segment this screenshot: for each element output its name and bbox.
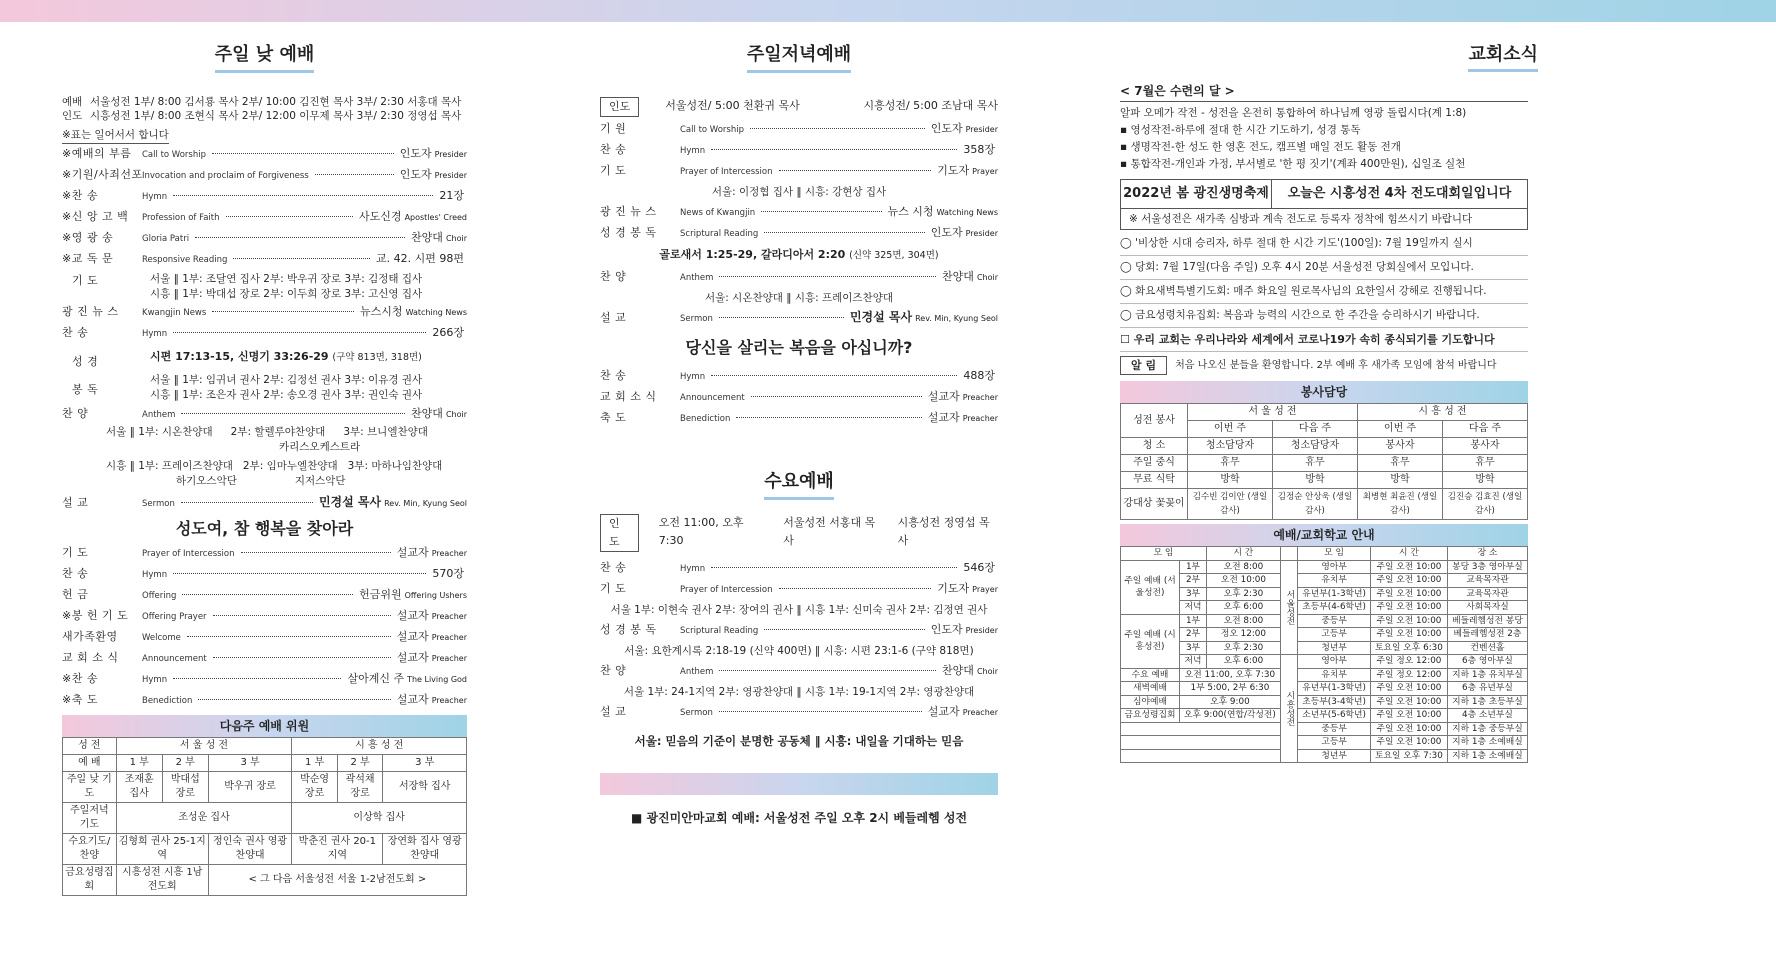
order-item-person: 인도자 Presider bbox=[399, 168, 467, 181]
mongolia-service-note: ■ 광진미안마교회 예배: 서울성전 주일 오후 2시 베들레헴 성전 bbox=[630, 811, 968, 825]
order-item bbox=[600, 408, 998, 429]
order-item-label: ※축 도 bbox=[62, 693, 98, 706]
stand-note: ※표는 일어서서 합니다 bbox=[62, 128, 169, 144]
order-item bbox=[600, 387, 998, 408]
order-item-person: 358장 bbox=[963, 143, 995, 156]
order-item bbox=[600, 366, 998, 387]
order-item-label: 찬 송 bbox=[600, 561, 627, 574]
evening-sermon-title: 당신을 살리는 복음을 아십니까? bbox=[685, 338, 913, 357]
order-item-person: 488장 bbox=[963, 369, 995, 382]
dotted-leader bbox=[195, 237, 405, 238]
order-item bbox=[600, 119, 998, 140]
order-item-person: 교. 42. 시편 98편 bbox=[376, 252, 464, 265]
wednesday-sermon-titles: 서울: 믿음의 기준이 분명한 공동체 ‖ 시흥: 내일을 기대하는 믿음 bbox=[634, 734, 964, 748]
table-row: 저녁 오후 6:00 초등부(4-6학년) 주일 오전 10:00 사회목자실 bbox=[1121, 601, 1528, 615]
month-theme: < 7월은 수련의 달 > bbox=[1120, 82, 1528, 102]
order-item-english: Anthem bbox=[680, 667, 714, 677]
order-item-label: 광 진 뉴 스 bbox=[62, 305, 119, 318]
order-item-english: Hymn bbox=[680, 146, 706, 156]
dotted-leader bbox=[750, 128, 925, 129]
order-item-english: Call to Worship bbox=[142, 150, 206, 160]
table-row: 2부 정오 12:00 고등부 주일 오전 10:00 베들레헴성전 2층 bbox=[1121, 628, 1528, 642]
order-item bbox=[600, 223, 998, 244]
table-row: 무료 식탁 방학 방학 방학 방학 bbox=[1121, 472, 1528, 489]
dotted-leader bbox=[181, 413, 405, 414]
order-item-english: Hymn bbox=[142, 675, 168, 685]
order-item-person: 266장 bbox=[432, 326, 464, 339]
table-row: 수요 예배 오전 11:00, 오후 7:30 유치부 주일 정오 12:00 지하 1층 유치부실 bbox=[1121, 668, 1528, 682]
order-list bbox=[62, 302, 467, 344]
dotted-leader bbox=[719, 276, 936, 277]
order-list bbox=[62, 493, 467, 514]
order-item-label: 설 교 bbox=[600, 311, 627, 324]
dotted-leader bbox=[751, 396, 922, 397]
sunday-day-title: 주일 낮 예배 bbox=[62, 40, 467, 73]
order-item-person: 찬양대 Choir bbox=[411, 407, 467, 420]
order-item-label: ※예배의 부름 bbox=[62, 147, 132, 160]
order-item-label: 기 도 bbox=[600, 164, 627, 177]
order-item-person: 인도자 Presider bbox=[399, 147, 467, 160]
order-item-english: Prayer of Intercession bbox=[680, 585, 773, 595]
order-item-english: Sermon bbox=[680, 708, 713, 718]
order-item bbox=[62, 493, 467, 514]
order-item bbox=[600, 661, 998, 682]
order-item-label: 교 회 소 식 bbox=[600, 390, 657, 403]
table-row: 3부 오후 2:30 청년부 토요일 오후 6:30 컨벤션홀 bbox=[1121, 641, 1528, 655]
order-item-english: Anthem bbox=[142, 410, 176, 420]
order-item-label: ※봉 헌 기 도 bbox=[62, 609, 129, 622]
dotted-leader bbox=[779, 588, 932, 589]
dotted-leader bbox=[719, 317, 844, 318]
dotted-leader bbox=[173, 332, 426, 333]
order-item-label: ※찬 송 bbox=[62, 189, 98, 202]
order-item-person: 찬양대 Choir bbox=[942, 664, 998, 677]
order-item-person: 설교자 Preacher bbox=[396, 630, 467, 643]
order-item-label: 기 도 bbox=[600, 582, 627, 595]
order-item-person: 설교자 Preacher bbox=[396, 609, 467, 622]
church-news-title: 교회소식 bbox=[1120, 40, 1538, 66]
order-item-english: Sermon bbox=[680, 314, 713, 324]
order-item bbox=[600, 620, 998, 641]
dotted-leader bbox=[198, 699, 390, 700]
order-list bbox=[600, 620, 998, 641]
dotted-leader bbox=[315, 174, 394, 175]
order-item bbox=[600, 267, 998, 288]
order-item bbox=[600, 308, 998, 329]
order-item-person: 찬양대 Choir bbox=[942, 270, 998, 283]
order-item-label: 헌 금 bbox=[62, 588, 89, 601]
table-row: 3부 오후 2:30 유년부(1-3학년) 주일 오전 10:00 교육목자관 bbox=[1121, 587, 1528, 601]
order-item-person: 설교자 Preacher bbox=[396, 546, 467, 559]
order-item bbox=[62, 564, 467, 585]
order-item bbox=[600, 202, 998, 223]
guide-table: 모 임 시 간 모 임 시 간 장 소 주일 예배 (서울성전) 1부 오전 8:00 서울성전 영아부 주일 오전 10:00 봉당 3층 영아부실 2부 오전 10:00 유치부 주일 오전 10:00 교육목자관 3부 오후 2:30 유년부(1-3학년) 주일 오전 10:00 교육목자관 저녁 오후 6:00 초등부(4-6학년) 주일 오전 10:00 사회목자실 주일 예배 (시흥성전) 1부 오전 8:00 중등부 주일 오전 10:00 베들레헴성전 봉당 2부 정오 12:00 고등부 주일 오전 10:00 베들레헴성전 2층 3부 오후 2:30 청년부 토요일 오후 6:30 컨벤션홀 저녁 오후 6:00 시흥성전 영아부 주일 정오 12:00 6층 영아부실 수요 예배 오전 11:00, 오후 7:30 유치부 주일 정오 12:00 지하 1층 유치부실 새벽예배 1부 5:00, 2부 6:30 유년부(1-3학년) 주일 오전 10:00 6층 유년부실 심야예배 오후 9:00 초등부(3-4학년) 주일 오전 10:00 지하 1층 초등부실 금요성령집회 오후 9:00(연합/각성전) 소년부(5-6학년) 주일 오전 10:00 4층 소년부실 중등부 주일 오전 10:00 지하 1층 중등부실 고등부 주일 오전 10:00 지하 1층 소예배실 청년부 토요일 오후 7:30 지하 1층 소예배실 bbox=[1120, 546, 1528, 763]
order-item-english: Gloria Patri bbox=[142, 234, 190, 244]
order-item-person: 인도자 Presider bbox=[930, 226, 998, 239]
worship-leaders: 예배 인도 서울성전 1부/ 8:00 김서룡 목사 2부/ 10:00 김진현 목사 3부/ 2:30 서홍대 목사 시흥성전 1부/ 8:00 조현식 목사 2부/ 12:00 이무제 목사 3부/ 2:30 정영섭 목사 bbox=[62, 96, 462, 122]
dotted-leader bbox=[213, 615, 391, 616]
order-item bbox=[62, 228, 467, 249]
dotted-leader bbox=[213, 657, 391, 658]
wednesday-choir: 서울 1부: 24-1지역 2부: 영광찬양대 ‖ 시흥 1부: 19-1지역 2부: 영광찬양대 bbox=[623, 686, 975, 698]
sunday-evening-worship-column bbox=[600, 40, 998, 826]
dotted-leader bbox=[182, 594, 353, 595]
prayer-section: 기 도 서울 ‖ 1부: 조달연 집사 2부: 박우귀 장로 3부: 김정태 집사 시흥 ‖ 1부: 박대섭 장로 2부: 이두희 장로 3부: 고신영 집사 bbox=[72, 273, 423, 300]
scripture-section: 성 경 봉 독 시편 17:13-15, 신명기 33:26-29 (구약 813면, 318면) 서울 ‖ 1부: 임귀녀 권사 2부: 김정선 권사 3부: 이유경 권사 시흥 ‖ 1부: 조은자 권사 2부: 송오경 권사 3부: 권인숙 권사 bbox=[72, 350, 423, 401]
order-item-english: Scriptural Reading bbox=[680, 626, 759, 636]
order-item-english: Responsive Reading bbox=[142, 255, 228, 265]
order-item bbox=[62, 606, 467, 627]
order-item-person: 설교자 Preacher bbox=[927, 705, 998, 718]
service-table: 성전 봉사 서 울 성 전 시 흥 성 전 이번 주 다음 주 이번 주 다음 주 청 소 청소담당자 청소담당자 봉사자 봉사자 주일 중식 휴무 휴무 휴무 휴무 무료 식탁 방학 방학 방학 방학 강대상 꽃꽂이 김수빈 김이안 (생일 감사) 김정순 안상욱 (생일 감사) 최병현 최윤진 (생일 감사) 김진승 김효진 (생일 감사) bbox=[1120, 403, 1528, 520]
dotted-leader bbox=[233, 258, 370, 259]
dotted-leader bbox=[212, 311, 354, 312]
order-item-label: 축 도 bbox=[600, 411, 627, 424]
order-item-english: Benediction bbox=[142, 696, 193, 706]
news-items: ◯ '비상한 시대 승리자, 하루 절대 한 시간 기도'(100일): 7월 19일까지 실시 ◯ 당회: 7월 17일(다음 주일) 오후 4시 20분 서울성전 당회실에서 모입니다. ◯ 화요새벽특별기도회: 매주 화요일 원로목사님의 요한일서 강해로 진행됩니다. ◯ 금요성령치유집회: 복음과 능력의 시간으로 한 주간을 승리하시기 바랍니다. ☐ 우리 교회는 우리나라와 세계에서 코로나19가 속히 종식되기를 기도합니다 bbox=[1120, 232, 1528, 352]
order-item bbox=[600, 579, 998, 600]
order-item-person: 살아계신 주 The Living God bbox=[347, 672, 467, 685]
table-row: 청 소 청소담당자 청소담당자 봉사자 봉사자 bbox=[1121, 438, 1528, 455]
order-item-english: Anthem bbox=[680, 273, 714, 283]
order-item bbox=[62, 648, 467, 669]
table-row: 저녁 오후 6:00 시흥성전 영아부 주일 정오 12:00 6층 영아부실 bbox=[1121, 655, 1528, 669]
sunday-day-worship-column bbox=[62, 40, 467, 896]
order-item bbox=[62, 585, 467, 606]
order-item bbox=[62, 404, 467, 425]
order-item-person: 설교자 Preacher bbox=[396, 651, 467, 664]
order-item-english: Prayer of Intercession bbox=[142, 549, 235, 559]
order-item-english: Offering bbox=[142, 591, 177, 601]
dotted-leader bbox=[764, 232, 924, 233]
order-list bbox=[600, 558, 998, 600]
dotted-leader bbox=[173, 573, 426, 574]
order-item-person: 21장 bbox=[439, 189, 464, 202]
order-list bbox=[62, 404, 467, 425]
evening-scripture: 골로새서 1:25-29, 갈라디아서 2:20 (신약 325면, 304면) bbox=[659, 248, 939, 261]
order-item-label: 새가족환영 bbox=[62, 630, 118, 643]
order-item-label: ※영 광 송 bbox=[62, 231, 114, 244]
table-row: 주일 예배 (서울성전) 1부 오전 8:00 서울성전 영아부 주일 오전 10:00 봉당 3층 영아부실 bbox=[1121, 560, 1528, 574]
order-item-person: 인도자 Presider bbox=[930, 122, 998, 135]
dotted-leader bbox=[711, 567, 957, 568]
next-week-table: 성 전 서 울 성 전 시 흥 성 전 예 배 1 부 2 부 3 부 1 부 2 부 3 부 주일 낮 기도 조재훈 집사 박대섭 장로 박우귀 장로 박순영 장로 곽석채 장로 서장학 집사 주일저녁 기도 조성운 집사 이상학 집사 수요기도/찬양 김형희 권사 25-1지역 정인숙 권사 영광찬양대 박춘진 권사 20-1지역 장연화 집사 영광찬양대 금요성령집회 시흥성전 시흥 1남전도회 < 그 다음 서울성전 서울 1-2남전도회 > bbox=[62, 737, 467, 896]
order-item-label: 설 교 bbox=[600, 705, 627, 718]
order-item-english: Scriptural Reading bbox=[680, 229, 759, 239]
order-item-person: 설교자 Preacher bbox=[927, 411, 998, 424]
order-item-english: Profession of Faith bbox=[142, 213, 220, 223]
order-item bbox=[62, 669, 467, 690]
order-item-label: 찬 양 bbox=[600, 664, 627, 677]
evening-choir: 서울: 시온찬양대 ‖ 시흥: 프레이즈찬양대 bbox=[705, 292, 893, 304]
order-item-person: 민경설 목사 Rev. Min, Kyung Seol bbox=[849, 310, 998, 324]
evening-leaders: 인도 서울성전/ 5:00 천환귀 목사 시흥성전/ 5:00 조남대 목사 bbox=[600, 97, 998, 117]
order-item-english: Announcement bbox=[142, 654, 207, 664]
order-item-english: Invocation and proclaim of Forgiveness bbox=[142, 171, 309, 181]
order-item bbox=[62, 627, 467, 648]
table-row: 금요성령집회 오후 9:00(연합/각성전) 소년부(5-6학년) 주일 오전 10:00 4층 소년부실 bbox=[1121, 709, 1528, 723]
order-list bbox=[62, 144, 467, 270]
next-week-title: 다음주 예배 위원 bbox=[62, 715, 467, 737]
order-item bbox=[62, 186, 467, 207]
dotted-leader bbox=[173, 195, 433, 196]
church-news-column bbox=[1120, 40, 1538, 763]
order-item-label: 찬 양 bbox=[62, 407, 89, 420]
order-item-label: 성 경 봉 독 bbox=[600, 623, 657, 636]
dotted-leader bbox=[187, 636, 391, 637]
table-row: 강대상 꽃꽂이 김수빈 김이안 (생일 감사) 김정순 안상욱 (생일 감사) 최병현 최윤진 (생일 감사) 김진승 김효진 (생일 감사) bbox=[1121, 489, 1528, 520]
order-item bbox=[62, 543, 467, 564]
order-item-english: Benediction bbox=[680, 414, 731, 424]
order-item-label: 교 회 소 식 bbox=[62, 651, 119, 664]
order-item bbox=[600, 161, 998, 182]
order-item-label: 찬 송 bbox=[600, 143, 627, 156]
order-item-english: Sermon bbox=[142, 499, 175, 509]
order-item-label: 찬 송 bbox=[62, 567, 89, 580]
order-list bbox=[600, 366, 998, 429]
order-list bbox=[600, 267, 998, 288]
service-title: 봉사담당 bbox=[1120, 381, 1528, 403]
dotted-leader bbox=[711, 149, 957, 150]
order-item-person: 민경설 목사 Rev. Min, Kyung Seol bbox=[318, 495, 467, 509]
order-item-english: Announcement bbox=[680, 393, 745, 403]
order-list bbox=[600, 202, 998, 244]
order-item-english: Call to Worship bbox=[680, 125, 744, 135]
table-row: 중등부 주일 오전 10:00 지하 1층 중등부실 bbox=[1121, 722, 1528, 736]
order-item-english: Hymn bbox=[142, 570, 168, 580]
order-item-person: 기도자 Prayer bbox=[937, 582, 998, 595]
table-row: 주일 중식 휴무 휴무 휴무 휴무 bbox=[1121, 455, 1528, 472]
festival-box: 2022년 봄 광진생명축제 오늘은 시흥성전 4차 전도대회일입니다 bbox=[1120, 179, 1528, 209]
order-item-label: ※신 앙 고 백 bbox=[62, 210, 129, 223]
order-list bbox=[600, 661, 998, 682]
order-item-label: 찬 송 bbox=[600, 369, 627, 382]
order-item-label: 찬 송 bbox=[62, 326, 89, 339]
table-row: 주일 예배 (시흥성전) 1부 오전 8:00 중등부 주일 오전 10:00 베들레헴성전 봉당 bbox=[1121, 614, 1528, 628]
table-row: 고등부 주일 오전 10:00 지하 1층 소예배실 bbox=[1121, 736, 1528, 750]
order-item-label: ※기원/사죄선포 bbox=[62, 168, 143, 181]
order-item bbox=[62, 249, 467, 270]
table-row: 청년부 토요일 오후 7:30 지하 1층 소예배실 bbox=[1121, 749, 1528, 763]
order-item-english: Hymn bbox=[142, 329, 168, 339]
order-item-label: 찬 양 bbox=[600, 270, 627, 283]
order-item-english: News of Kwangjin bbox=[680, 208, 756, 218]
order-item-person: 인도자 Presider bbox=[930, 623, 998, 636]
order-item-english: Prayer of Intercession bbox=[680, 167, 773, 177]
table-row: 심야예배 오후 9:00 초등부(3-4학년) 주일 오전 10:00 지하 1층 초등부실 bbox=[1121, 695, 1528, 709]
order-item-english: Kwangjin News bbox=[142, 308, 207, 318]
order-list bbox=[600, 308, 998, 329]
wednesday-leaders: 인도 오전 11:00, 오후 7:30 서울성전 서홍대 목사 시흥성전 정영섭 목사 bbox=[600, 514, 998, 552]
sunday-evening-title: 주일저녁예배 bbox=[600, 40, 998, 73]
order-item-label: 광 진 뉴 스 bbox=[600, 205, 657, 218]
order-item-label: 설 교 bbox=[62, 496, 89, 509]
order-item-person: 뉴스시청 Watching News bbox=[360, 305, 467, 318]
order-item-label: 성 경 봉 독 bbox=[600, 226, 657, 239]
alarm-row: 알 림 처음 나오신 분들을 환영합니다. 2부 예배 후 새가족 모임에 참석 바랍니다 bbox=[1120, 356, 1528, 375]
order-item-english: Hymn bbox=[680, 564, 706, 574]
dotted-leader bbox=[212, 153, 394, 154]
dotted-leader bbox=[764, 629, 924, 630]
dotted-leader bbox=[779, 170, 932, 171]
order-item-english: Welcome bbox=[142, 633, 181, 643]
order-item bbox=[600, 702, 998, 723]
order-item bbox=[62, 323, 467, 344]
divider-bar bbox=[600, 773, 998, 795]
order-item-person: 570장 bbox=[432, 567, 464, 580]
table-row: 새벽예배 1부 5:00, 2부 6:30 유년부(1-3학년) 주일 오전 10:00 6층 유년부실 bbox=[1121, 682, 1528, 696]
dotted-leader bbox=[181, 502, 313, 503]
order-item bbox=[62, 165, 467, 186]
order-item-label: ※찬 송 bbox=[62, 672, 98, 685]
dotted-leader bbox=[711, 375, 957, 376]
order-item-english: Hymn bbox=[142, 192, 168, 202]
dotted-leader bbox=[719, 711, 922, 712]
order-item bbox=[62, 207, 467, 228]
dotted-leader bbox=[761, 211, 881, 212]
order-item bbox=[62, 690, 467, 711]
order-item-person: 찬양대 Choir bbox=[411, 231, 467, 244]
top-gradient-bar bbox=[0, 0, 1776, 22]
evening-prayer: 서울: 이정협 집사 ‖ 시흥: 강현상 집사 bbox=[711, 186, 887, 198]
order-item-label: 기 도 bbox=[62, 546, 89, 559]
order-item-english: Hymn bbox=[680, 372, 706, 382]
order-item-person: 사도신경 Apostles' Creed bbox=[359, 210, 467, 223]
dotted-leader bbox=[173, 678, 341, 679]
scripture-ref: 시편 17:13-15, 신명기 33:26-29 bbox=[150, 350, 329, 363]
order-item bbox=[600, 558, 998, 579]
order-item-label: ※교 독 문 bbox=[62, 252, 114, 265]
order-item bbox=[62, 144, 467, 165]
dotted-leader bbox=[241, 552, 391, 553]
dotted-leader bbox=[226, 216, 354, 217]
order-item bbox=[62, 302, 467, 323]
order-list bbox=[600, 702, 998, 723]
order-item-label: 기 원 bbox=[600, 122, 627, 135]
wednesday-title: 수요예배 bbox=[600, 467, 998, 500]
order-item-person: 설교자 Preacher bbox=[927, 390, 998, 403]
wednesday-prayer: 서울 1부: 이현숙 권사 2부: 장여의 권사 ‖ 시흥 1부: 신미숙 권사 2부: 김정연 권사 bbox=[610, 604, 988, 616]
order-list bbox=[600, 119, 998, 182]
sermon-title: 성도여, 참 행복을 찾아라 bbox=[175, 519, 354, 538]
dotted-leader bbox=[736, 417, 921, 418]
festival-note: ※ 서울성전은 새가족 심방과 계속 전도로 등록자 정착에 힘쓰시기 바랍니다 bbox=[1120, 209, 1528, 230]
order-item bbox=[600, 140, 998, 161]
order-list bbox=[62, 543, 467, 711]
order-item-person: 기도자 Prayer bbox=[937, 164, 998, 177]
order-item-person: 헌금위원 Offering Ushers bbox=[359, 588, 467, 601]
order-item-person: 설교자 Preacher bbox=[396, 693, 467, 706]
order-item-english: Offering Prayer bbox=[142, 612, 207, 622]
choir-section: 서울 ‖ 1부: 시온찬양대 2부: 할렐루야찬양대 3부: 브니엘찬양대 카리스오케스트라 시흥 ‖ 1부: 프레이즈찬양대 2부: 임마누엘찬양대 3부: 마하나임찬양대 하기오스악단 지저스악단 bbox=[106, 426, 443, 487]
guide-title: 예배/교회학교 안내 bbox=[1120, 524, 1528, 546]
wednesday-scripture: 서울: 요한계시록 2:18-19 (신약 400면) ‖ 시흥: 시편 23:1-6 (구약 818면) bbox=[624, 645, 974, 657]
dotted-leader bbox=[719, 670, 936, 671]
table-row: 2부 오전 10:00 유치부 주일 오전 10:00 교육목자관 bbox=[1121, 574, 1528, 588]
order-item-person: 뉴스 시청 Watching News bbox=[887, 205, 998, 218]
order-item-person: 546장 bbox=[963, 561, 995, 574]
month-intro: 알파 오메가 작전 - 성전을 온전히 통합하여 하나님께 영광 돌립시다(계 1:8) ▪ 영성작전-하루에 절대 한 시간 기도하기, 성경 통독 ▪ 생명작전-한 성도 한 영혼 전도, 캠프별 매일 전도 활동 전개 ▪ 통합작전-개인과 가정, 부서별로 '한 평 짓기'(계좌 400만원), 십일조 실천 bbox=[1120, 107, 1467, 170]
